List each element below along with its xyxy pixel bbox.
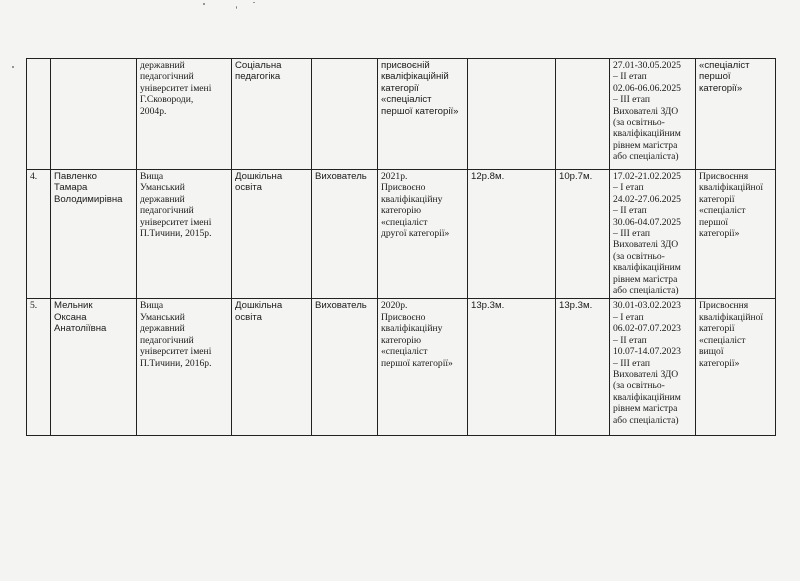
cell-position: Вихователь (312, 299, 378, 436)
cell-specialty: Дошкільна освіта (232, 299, 312, 436)
cell-position-experience (556, 59, 610, 170)
cell-position-experience: 13р.3м. (556, 299, 610, 436)
cell-name: Мельник Оксана Анатоліївна (51, 299, 137, 436)
cell-purpose: «спеціаліст першої категорії» (696, 59, 776, 170)
cell-courses: 27.01-30.05.2025 – ІІ етап 02.06-06.06.2025 – ІІІ етап Вихователі ЗДО (за освітньо- кваліфікаційним рівнем магістра або спеціаліста) (610, 59, 696, 170)
cell-total-experience (468, 59, 556, 170)
cell-name (51, 59, 137, 170)
cell-total-experience: 12р.8м. (468, 170, 556, 299)
cell-specialty: Соціальна педагогіка (232, 59, 312, 170)
cell-certification: 2020р. Присвоєно кваліфікаційну категорію «спеціаліст першої категорії» (378, 299, 468, 436)
cell-education: Вища Уманський державний педагогічний університет імені П.Тичини, 2016р. (137, 299, 232, 436)
scan-speck (236, 6, 237, 9)
cell-purpose: Присвоєння кваліфікаційної категорії «спеціаліст першої категорії» (696, 170, 776, 299)
cell-courses: 30.01-03.02.2023 – І етап 06.02-07.07.2023 – ІІ етап 10.07-14.07.2023 – ІІІ етап Вихователі ЗДО (за освітньо- кваліфікаційним рівнем магістра або спеціаліста) (610, 299, 696, 436)
cell-certification: 2021р. Присвоєно кваліфікаційну категорію «спеціаліст другої категорії» (378, 170, 468, 299)
cell-specialty: Дошкільна освіта (232, 170, 312, 299)
cell-certification: присвоєній кваліфікаційній категорії «спеціаліст першої категорії» (378, 59, 468, 170)
cell-number (27, 59, 51, 170)
cell-education: державний педагогічний університет імені Г.Сковороди, 2004р. (137, 59, 232, 170)
table-row (27, 299, 776, 436)
cell-total-experience: 13р.3м. (468, 299, 556, 436)
table-row (27, 59, 776, 170)
cell-number: 4. (27, 170, 51, 299)
cell-position-experience: 10р.7м. (556, 170, 610, 299)
cell-courses: 17.02-21.02.2025 – І етап 24.02-27.06.2025 – ІІ етап 30.06-04.07.2025 – ІІІ етап Вихователі ЗДО (за освітньо- кваліфікаційним рівнем магістра або спеціаліста) (610, 170, 696, 299)
scan-speck (12, 66, 14, 68)
cell-purpose: Присвоєння кваліфікаційної категорії «спеціаліст вищої категорії» (696, 299, 776, 436)
table-row (27, 170, 776, 299)
staff-table (26, 58, 776, 436)
cell-number: 5. (27, 299, 51, 436)
cell-name: Павленко Тамара Володимирівна (51, 170, 137, 299)
cell-position (312, 59, 378, 170)
scan-speck (253, 2, 255, 3)
cell-position: Вихователь (312, 170, 378, 299)
scan-speck (203, 3, 205, 5)
cell-education: Вища Уманський державний педагогічний університет імені П.Тичини, 2015р. (137, 170, 232, 299)
